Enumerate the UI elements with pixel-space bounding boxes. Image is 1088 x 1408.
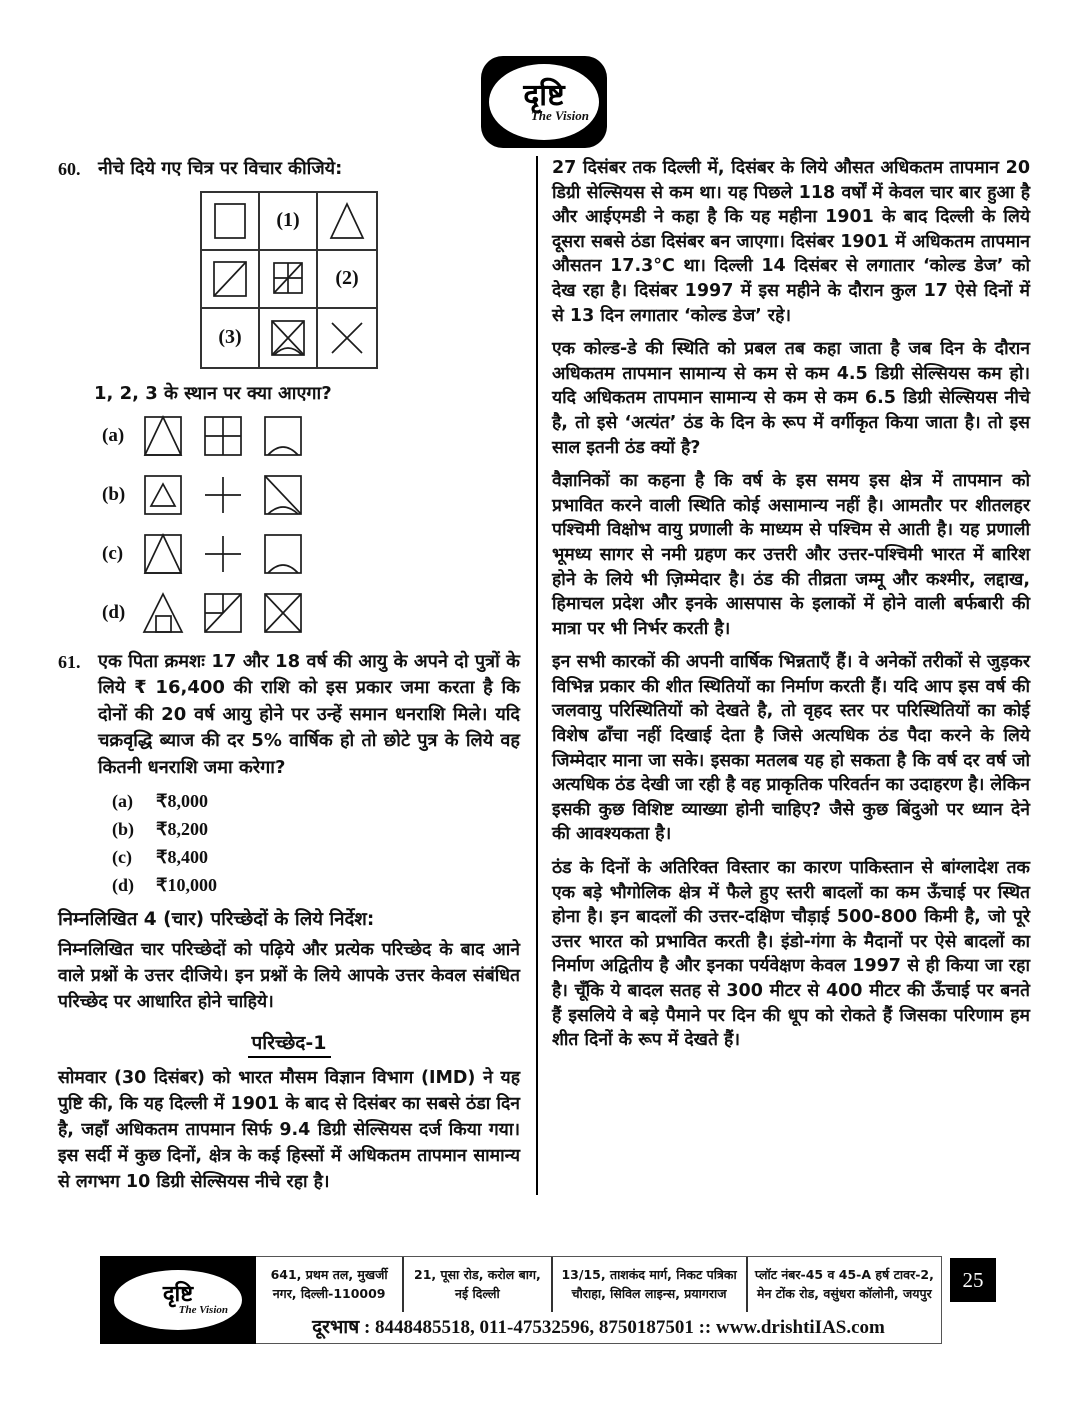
square-small-triangle-icon <box>140 472 186 518</box>
question-61-text: एक पिता क्रमशः 17 और 18 वर्ष की आयु के अपने दो पुत्रों के लिये ₹ 16,400 की राशि को इस प्रकार जमा करता है कि दोनों की 20 वर्ष आयु होने पर उन्हें समान धनराशि मिले। यदि चक्रवृद्धि ब्याज की दर 5% वार्षिक हो तो छोटे पुत्र के लिये वह कितनी धनराशि जमा करेगा? <box>98 650 520 778</box>
figure-square-x-arc-icon <box>260 309 318 367</box>
question-60-number: 60. <box>58 159 81 179</box>
figure-cross-lines-icon <box>318 309 376 367</box>
footer <box>100 1256 942 1344</box>
option-c-figures <box>140 531 306 577</box>
question-61-number: 61. <box>58 651 81 672</box>
square-arc-bottom-icon <box>260 413 306 459</box>
square-quartered-icon <box>200 413 246 459</box>
footer-logo-tagline: The Vision <box>178 1304 228 1316</box>
passage-paragraph: इन सभी कारकों की अपनी वार्षिक भिन्नताएँ हैं। वे अनेकों तरीकों से जुड़कर विभिन्न प्रकार की शीत स्थितियों का निर्माण करती हैं। यदि आप इस वर्ष की जलवायु परिस्थितियों को देखते है, तो वृहद स्तर पर परिस्थितियों का कोई विशेष ढाँचा नहीं दिखाई देता है जिसे अत्यधिक ठंड पैदा करने के लिये जिम्मेदार माना जा सके। इसका मतलब यह हो सकता है कि वर्ष दर वर्ष जो अत्यधिक ठंड देखी जा रही है वह प्राकृतिक परिवर्तन का उदाहरण है। लेकिन इसकी कुछ विशिष्ट व्याख्या होनी चाहिए? जैसे कुछ बिंदुओ पर ध्यान देने की आवश्यकता है। <box>552 652 1030 845</box>
option-d-row <box>102 590 520 636</box>
question-61-body <box>98 649 520 782</box>
square-inscribed-triangle-icon <box>140 531 186 577</box>
logo-tagline: The Vision <box>530 107 589 123</box>
square-diagonal-arc-icon <box>260 472 306 518</box>
q61-option-a: (a) ₹8,000 <box>112 791 208 811</box>
plus-sign-icon <box>200 472 246 518</box>
square-x-icon <box>260 590 306 636</box>
figure-square-grid-diagonal-icon <box>260 251 318 309</box>
question-61 <box>58 649 520 782</box>
plus-sign-icon <box>200 531 246 577</box>
footer-address-jaipur: प्लॉट नंबर-45 व 45-A हर्ष टावर-2, मेन टोंक रोड, वसुंधरा कॉलोनी, जयपुर <box>746 1257 941 1312</box>
q61-option-b: (b) ₹8,200 <box>112 819 208 839</box>
question-60-body <box>98 156 520 183</box>
directions-heading: निम्नलिखित 4 (चार) परिच्छेदों के लिये निर्देश: <box>58 909 375 930</box>
option-c-row <box>102 531 520 577</box>
triangle-with-square-icon <box>140 590 186 636</box>
question-60-subquestion: 1, 2, 3 के स्थान पर क्या आएगा? <box>94 382 332 404</box>
q61-option-c: (c) ₹8,400 <box>112 847 208 867</box>
question-60 <box>58 156 520 183</box>
footer-address-karol-bagh: 21, पूसा रोड, करोल बाग, नई दिल्ली <box>402 1257 550 1312</box>
footer-addresses <box>256 1257 941 1312</box>
footer-address-delhi-mukherjee: 641, प्रथम तल, मुखर्जी नगर, दिल्ली-110009 <box>270 1267 388 1301</box>
option-a-figures <box>140 413 306 459</box>
logo-oval <box>489 64 599 140</box>
directions-body: निम्नलिखित चार परिच्छेदों को पढ़िये और प्रत्येक परिच्छेद के बाद आने वाले प्रश्नों के उत्तर दीजिये। इन प्रश्नों के लिये आपके उत्तर केवल संबंधित परिच्छेद पर आधारित होने चाहिये। <box>58 940 520 1012</box>
footer-logo-brand: दृष्टि <box>162 1282 194 1307</box>
option-c-label: (c) <box>102 542 124 564</box>
square-arc-bottom-icon <box>260 531 306 577</box>
passage-paragraph: एक कोल्ड-डे की स्थिति को प्रबल तब कहा जाता है जब दिन के दौरान अधिकतम तापमान सामान्य से कम से कम 4.5 डिग्री सेल्सियस कम हो। यदि अधिकतम तापमान सामान्य से कम से कम 6.5 डिग्री सेल्सियस नीचे है, तो इसे ‘अत्यंत’ ठंड के दिन के रूप में वर्गीकृत किया जाता है। तो इस साल इतनी ठंड क्यों है? <box>552 339 1030 458</box>
drishti-logo <box>481 56 607 148</box>
question-60-text: नीचे दिये गए चित्र पर विचार कीजिये: <box>98 158 343 179</box>
passage-paragraph: वैज्ञानिकों का कहना है कि वर्ष के इस समय इस क्षेत्र में तापमान को प्रभावित करने वाली स्थिति कोई असामान्य नहीं है। आमतौर पर शीतलहर पश्चिमी विक्षोभ वायु प्रणाली के माध्यम से पश्चिम से आती है। यह प्रणाली भूमध्य सागर से नमी ग्रहण कर उत्तरी और उत्तर-पश्चिमी भारत में बारिश होने के लिये भी ज़िम्मेदार है। ठंड की तीव्रता जम्मू और कश्मीर, लद्दाख, हिमाचल प्रदेश और इनके आसपास के इलाकों में होने वाली बर्फबारी की मात्रा पर भी निर्भर करती है। <box>552 471 1030 639</box>
passage-heading-text: परिच्छेद-1 <box>248 1032 331 1058</box>
matrix-label-2: (2) <box>318 251 376 309</box>
option-b-row <box>102 472 520 518</box>
question-61-options <box>98 791 520 896</box>
matrix-label-3: (3) <box>202 309 260 367</box>
q61-option-d: (d) ₹10,000 <box>112 875 217 895</box>
option-b-label: (b) <box>102 483 126 505</box>
square-diagonal-half-grid-icon <box>200 590 246 636</box>
logo-brand-text: दृष्टि <box>523 77 565 113</box>
footer-phone-line: दूरभाष : 8448485518, 011-47532596, 8750187501 :: www.drishtiIAS.com <box>312 1317 885 1338</box>
square-inscribed-triangle-icon <box>140 413 186 459</box>
left-column <box>58 156 536 1195</box>
matrix-label-1: (1) <box>260 193 318 251</box>
passage-paragraph: सोमवार (30 दिसंबर) को भारत मौसम विज्ञान विभाग (IMD) ने यह पुष्टि की, कि यह दिल्ली में 1901 के बाद से दिसंबर का सबसे ठंडा दिन है, जहाँ अधिकतम तापमान सिर्फ 9.4 डिग्री सेल्सियस दर्ज किया गया। इस सर्दी में कुछ दिनों, क्षेत्र के कई हिस्सों में अधिकतम तापमान सामान्य से लगभग 10 डिग्री सेल्सियस नीचे रहा है। <box>58 1068 520 1192</box>
footer-address-prayagraj: 13/15, ताशकंद मार्ग, निकट पत्रिका चौराहा, सिविल लाइन्स, प्रयागराज <box>551 1257 746 1312</box>
footer-logo-oval <box>114 1270 242 1330</box>
footer-address-box <box>256 1256 942 1344</box>
right-column <box>536 156 1030 1195</box>
passage-paragraph: 27 दिसंबर तक दिल्ली में, दिसंबर के लिये औसत अधिकतम तापमान 20 डिग्री सेल्सियस से कम था। यह पिछले 118 वर्षों में केवल चार बार हुआ है और आईएमडी ने कहा है कि यह महीना 1901 के बाद दिल्ली के लिये दूसरा सबसे ठंडा दिसंबर बन जाएगा। दिसंबर 1901 में अधिकतम तापमान औसतन 17.3°C था। दिल्ली 14 दिसंबर से लगातार ‘कोल्ड डेज’ को देख रहा है। दिसंबर 1997 में इस महीने के दौरान कुल 17 ऐसे दिनों में से 13 दिन लगातार ‘कोल्ड डेज’ रहे। <box>552 158 1030 326</box>
page-number-badge: 25 <box>950 1258 996 1302</box>
footer-drishti-logo <box>100 1256 256 1344</box>
figure-triangle-icon <box>318 193 376 251</box>
option-d-label: (d) <box>102 601 126 623</box>
figure-matrix <box>200 191 378 369</box>
option-d-figures <box>140 590 306 636</box>
option-a-row <box>102 413 520 459</box>
two-column-layout <box>58 156 1030 1195</box>
figure-square-icon <box>202 193 260 251</box>
passage-paragraph: ठंड के दिनों के अतिरिक्त विस्तार का कारण पाकिस्तान से बांग्लादेश तक एक बड़े भौगोलिक क्षेत्र में फैले हुए स्तरी बादलों का कम ऊँचाई पर स्थित होना है। इन बादलों की उत्तर-दक्षिण चौड़ाई 500-800 किमी है, जो पूरे उत्तर भारत को प्रभावित करती है। इंडो-गंगा के मैदानों पर ऐसे बादलों का निर्माण अद्वितीय है और इनका पर्यवेक्षण केवल 1997 से ही किया जा रहा है। चूँकि ये बादल सतह से 300 मीटर से 400 मीटर की ऊँचाई पर बनते हैं इसलिये वे बड़े पैमाने पर दिन की धूप को रोकते हैं जिसका परिणाम हम शीत दिनों के रूप में देखते हैं। <box>552 858 1030 1051</box>
option-a-label: (a) <box>102 424 125 446</box>
option-b-figures <box>140 472 306 518</box>
figure-square-diagonal-icon <box>202 251 260 309</box>
passage-heading <box>58 1029 520 1055</box>
